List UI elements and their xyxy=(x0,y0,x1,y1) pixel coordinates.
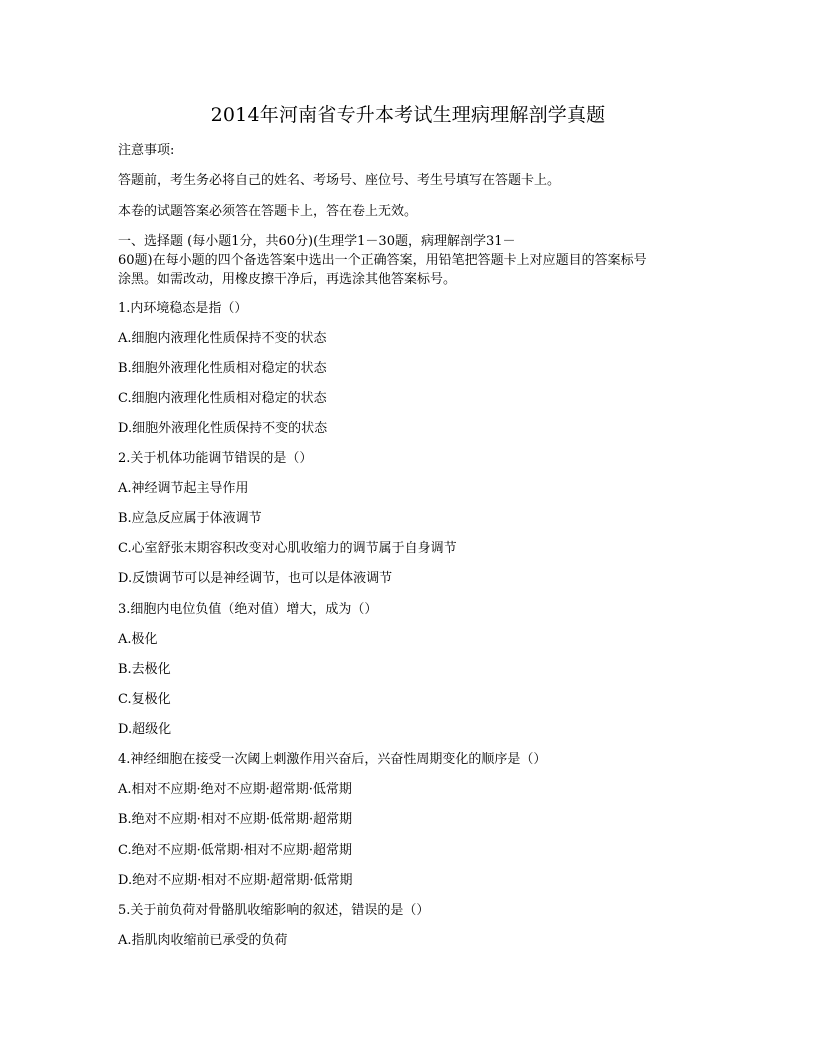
answer-option: B.去极化 xyxy=(118,662,171,677)
section-instructions: 60题)在每小题的四个备选答案中选出一个正确答案，用铅笔把答题卡上对应题目的答案标号 xyxy=(118,253,647,268)
notice-heading: 注意事项: xyxy=(118,143,175,158)
answer-option: A.细胞内液理化性质保持不变的状态 xyxy=(118,331,327,346)
answer-option: B.细胞外液理化性质相对稳定的状态 xyxy=(118,361,327,376)
answer-option: A.相对不应期·绝对不应期·超常期·低常期 xyxy=(118,782,352,797)
notice-item: 本卷的试题答案必须答在答题卡上，答在卷上无效。 xyxy=(118,204,418,219)
answer-option: C.细胞内液理化性质相对稳定的状态 xyxy=(118,391,327,406)
answer-option: D.绝对不应期·相对不应期·超常期·低常期 xyxy=(118,873,353,888)
answer-option: C.绝对不应期·低常期·相对不应期·超常期 xyxy=(118,843,353,858)
question-stem: 2.关于机体功能调节错误的是（） xyxy=(118,451,313,466)
answer-option: C.复极化 xyxy=(118,692,171,707)
answer-option: C.心室舒张末期容积改变对心肌收缩力的调节属于自身调节 xyxy=(118,541,457,556)
notice-item: 答题前，考生务必将自己的姓名、考场号、座位号、考生号填写在答题卡上。 xyxy=(118,173,561,188)
answer-option: B.应急反应属于体液调节 xyxy=(118,511,262,526)
question-stem: 1.内环境稳态是指（） xyxy=(118,301,248,316)
answer-option: B.绝对不应期·相对不应期·低常期·超常期 xyxy=(118,812,353,827)
question-stem: 5.关于前负荷对骨骼肌收缩影响的叙述，错误的是（） xyxy=(118,903,430,918)
answer-option: D.超级化 xyxy=(118,722,172,737)
answer-option: D.细胞外液理化性质保持不变的状态 xyxy=(118,421,328,436)
document-title: 2014年河南省专升本考试生理病理解剖学真题 xyxy=(210,104,606,126)
question-stem: 3.细胞内电位负值（绝对值）增大，成为（） xyxy=(118,602,378,617)
answer-option: D.反馈调节可以是神经调节，也可以是体液调节 xyxy=(118,571,393,586)
answer-option: A.极化 xyxy=(118,632,158,647)
question-stem: 4.神经细胞在接受一次阈上刺激作用兴奋后，兴奋性周期变化的顺序是（） xyxy=(118,752,547,767)
answer-option: A.指肌肉收缩前已承受的负荷 xyxy=(118,933,288,948)
answer-option: A.神经调节起主导作用 xyxy=(118,481,249,496)
section-instructions: 一、选择题 (每小题1分，共60分)(生理学1－30题，病理解剖学31－ xyxy=(118,234,516,249)
section-instructions: 涂黑。如需改动，用橡皮擦干净后，再选涂其他答案标号。 xyxy=(118,272,457,287)
